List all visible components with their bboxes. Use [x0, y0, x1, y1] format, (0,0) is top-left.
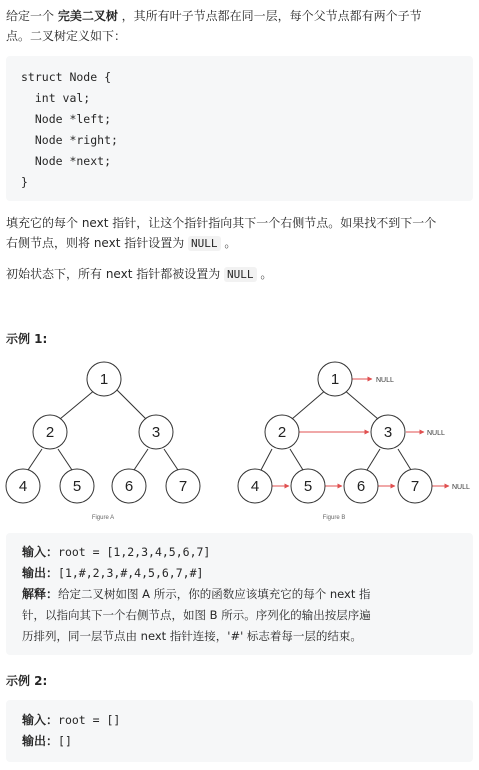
- node-label: 2: [45, 424, 55, 441]
- code-line: Node *left;: [21, 112, 112, 126]
- node-label: 5: [303, 478, 313, 495]
- output-label: 输出：: [22, 734, 59, 748]
- node-label: 7: [410, 478, 420, 495]
- null-code: NULL: [188, 236, 221, 251]
- intro-text-cont: ，其所有叶子节点都在同一层，每个父节点都有两个子节: [117, 9, 422, 23]
- example2-heading: 示例 2:: [6, 674, 48, 688]
- figure-a-caption: Figure A: [91, 515, 115, 521]
- init-text-end: 。: [256, 267, 273, 281]
- intro-text: 给定一个: [6, 9, 58, 23]
- desc-line2-end: 。: [220, 236, 237, 250]
- null-code: NULL: [224, 267, 257, 282]
- input-value: root = [1,2,3,4,5,6,7]: [58, 545, 211, 559]
- node-label: 2: [277, 424, 287, 441]
- desc-line1: 填充它的每个 next 指针，让这个指针指向其下一个右侧节点。如果找不到下一个: [6, 216, 437, 230]
- null-label: NULL: [376, 377, 394, 384]
- input-label: 输入：: [22, 713, 59, 727]
- node-label: 7: [178, 478, 188, 495]
- output-value: [1,#,2,3,#,4,5,6,7,#]: [58, 566, 204, 580]
- node-label: 6: [356, 478, 366, 495]
- explain-text: 给定二叉树如图 A 所示，你的函数应该填充它的每个 next 指: [58, 587, 371, 601]
- example1-input: [22, 543, 210, 561]
- node-label: 3: [151, 424, 161, 441]
- input-value: root = []: [58, 713, 121, 727]
- input-label: 输入：: [22, 545, 59, 559]
- null-label: NULL: [427, 430, 445, 437]
- example2-input: [22, 711, 120, 729]
- null-label: NULL: [452, 484, 470, 491]
- code-line: int val;: [21, 91, 91, 105]
- example1-figures: [0, 355, 479, 527]
- example2-output: [22, 732, 72, 750]
- example2-block: [6, 700, 473, 762]
- example1-explain-line: 针，以指向其下一个右侧节点，如图 B 所示。序列化的输出按层序遍: [22, 608, 371, 622]
- node-label: 4: [250, 478, 260, 495]
- intro-paragraph: [6, 6, 472, 46]
- struct-code-block: [6, 56, 473, 201]
- example1-heading: 示例 1:: [6, 332, 48, 346]
- intro-text-line2: 点。二叉树定义如下：: [6, 29, 127, 43]
- node-label: 1: [99, 371, 109, 388]
- example1-block: [6, 533, 473, 655]
- example1-output: [22, 564, 203, 582]
- output-value: []: [58, 734, 72, 748]
- code-line: struct Node {: [21, 70, 112, 84]
- node-label: 1: [330, 371, 340, 388]
- intro-bold-term: 完美二叉树: [57, 9, 118, 23]
- description-paragraph: [6, 213, 472, 254]
- code-line: }: [21, 175, 28, 189]
- node-label: 6: [124, 478, 134, 495]
- example1-explain-line: [22, 585, 370, 603]
- example1-explain-line: 历排列，同一层节点由 next 指针连接，'#' 标志着每一层的结束。: [22, 629, 362, 643]
- node-label: 3: [383, 424, 393, 441]
- figure-b-caption: Figure B: [322, 515, 346, 521]
- node-label: 5: [72, 478, 82, 495]
- node-label: 4: [18, 478, 28, 495]
- desc-line2: 右侧节点，则将 next 指针设置为: [6, 236, 189, 250]
- output-label: 输出：: [22, 566, 59, 580]
- explain-label: 解释：: [22, 587, 59, 601]
- init-paragraph: [6, 264, 472, 285]
- init-text: 初始状态下，所有 next 指针都被设置为: [6, 267, 225, 281]
- code-line: Node *right;: [21, 133, 118, 147]
- code-line: Node *next;: [21, 154, 112, 168]
